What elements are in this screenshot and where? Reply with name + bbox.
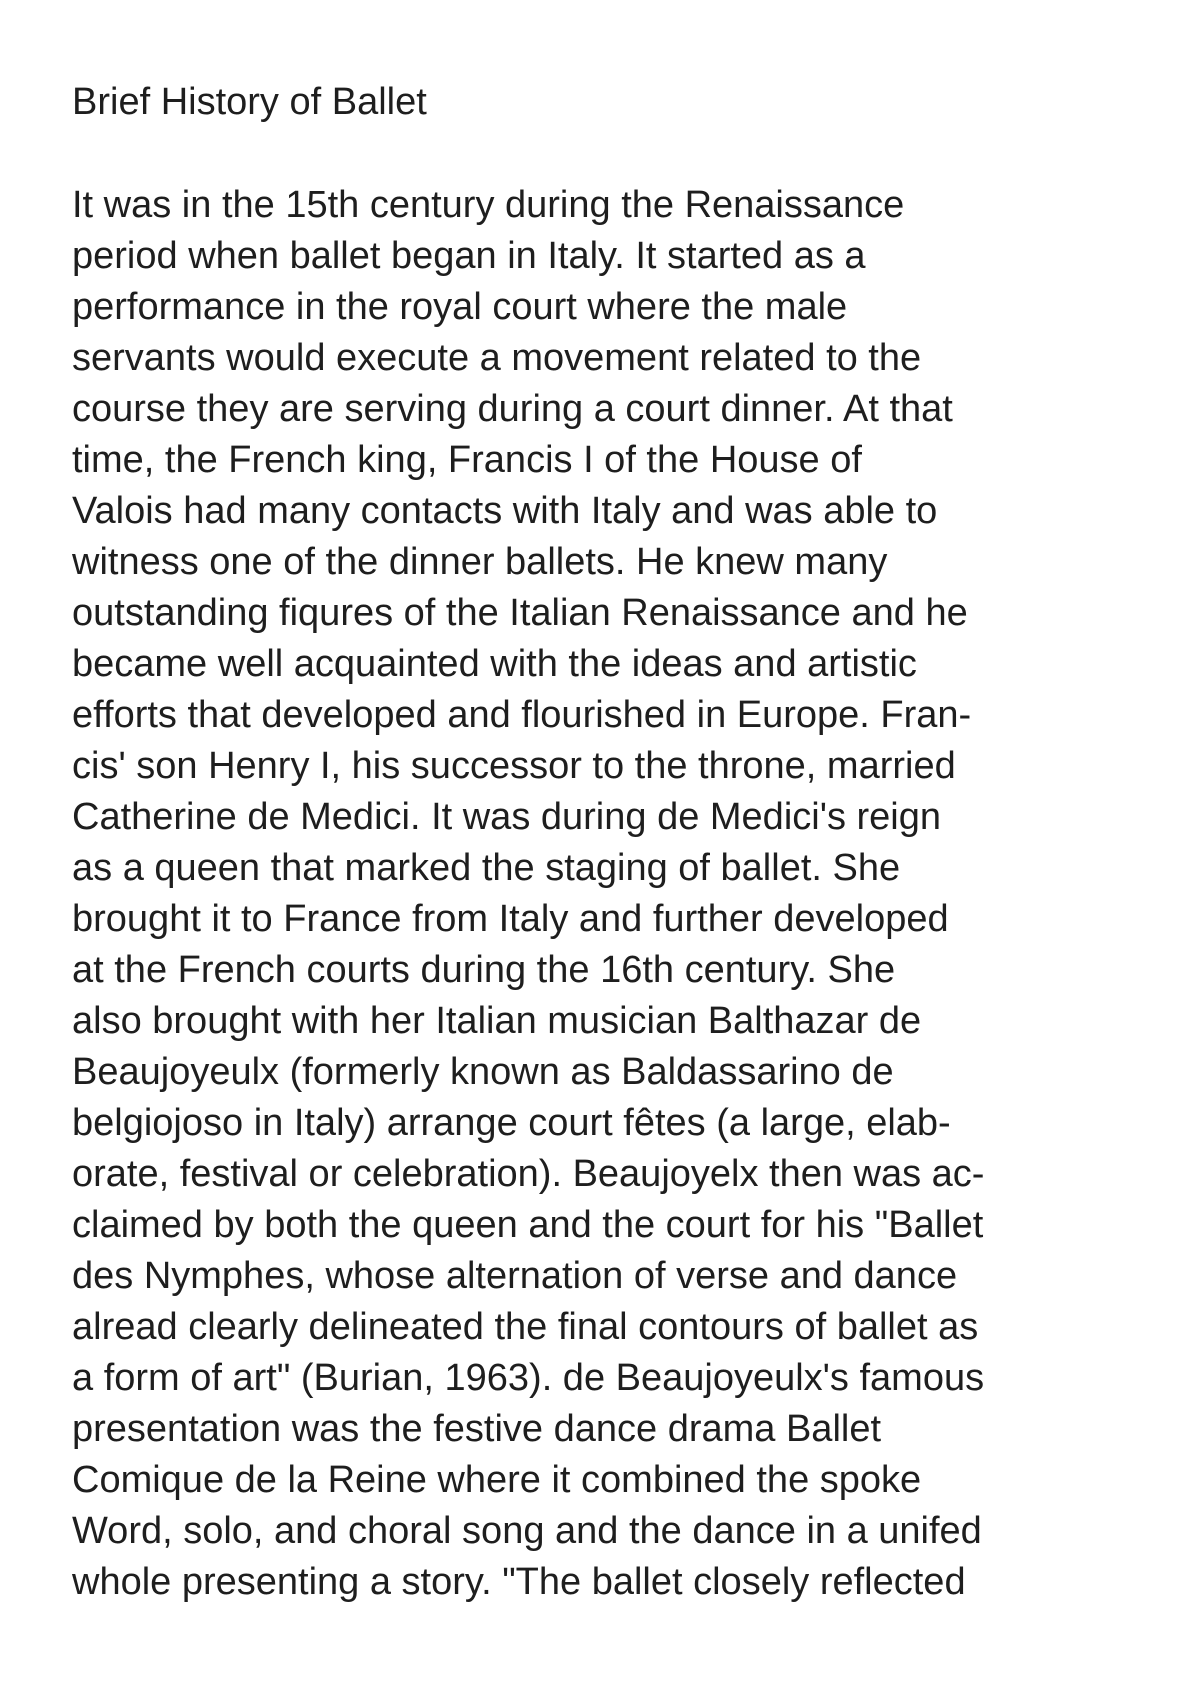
- body-line: as a queen that marked the staging of ballet. She: [72, 847, 901, 889]
- body-line: outstanding fiqures of the Italian Renaissance and he: [72, 592, 968, 634]
- body-line: des Nymphes, whose alternation of verse and dance: [72, 1255, 958, 1297]
- body-line: Catherine de Medici. It was during de Medici's reign: [72, 796, 942, 838]
- body-line: witness one of the dinner ballets. He knew many: [72, 541, 888, 583]
- body-line: orate, festival or celebration). Beaujoyelx then was ac-: [72, 1153, 985, 1195]
- body-line: time, the French king, Francis I of the House of: [72, 439, 862, 481]
- document-body: [72, 180, 1192, 1608]
- body-line: presentation was the festive dance drama Ballet: [72, 1408, 882, 1450]
- body-line: belgiojoso in Italy) arrange court fêtes (a large, elab-: [72, 1102, 951, 1144]
- body-line: cis' son Henry I, his successor to the throne, married: [72, 745, 956, 787]
- body-line: Comique de la Reine where it combined the spoke: [72, 1459, 922, 1501]
- body-line: at the French courts during the 16th century. She: [72, 949, 896, 991]
- body-line: became well acquainted with the ideas and artistic: [72, 643, 917, 685]
- body-line: Word, solo, and choral song and the dance in a unifed: [72, 1510, 982, 1552]
- body-line: performance in the royal court where the male: [72, 286, 848, 328]
- document-title: Brief History of Ballet: [72, 81, 427, 123]
- body-line: Beaujoyeulx (formerly known as Baldassarino de: [72, 1051, 894, 1093]
- body-line: alread clearly delineated the final contours of ballet as: [72, 1306, 979, 1348]
- body-line: claimed by both the queen and the court for his "Ballet: [72, 1204, 984, 1246]
- body-line: also brought with her Italian musician Balthazar de: [72, 1000, 922, 1042]
- body-line: Valois had many contacts with Italy and was able to: [72, 490, 938, 532]
- body-line: servants would execute a movement related to the: [72, 337, 922, 379]
- body-line: It was in the 15th century during the Renaissance: [72, 184, 905, 226]
- body-line: course they are serving during a court dinner. At that: [72, 388, 953, 430]
- body-line: whole presenting a story. "The ballet closely reflected: [72, 1561, 966, 1603]
- body-line: efforts that developed and flourished in Europe. Fran-: [72, 694, 972, 736]
- body-line: a form of art" (Burian, 1963). de Beaujoyeulx's famous: [72, 1357, 985, 1399]
- body-line: period when ballet began in Italy. It started as a: [72, 235, 866, 277]
- body-line: brought it to France from Italy and further developed: [72, 898, 949, 940]
